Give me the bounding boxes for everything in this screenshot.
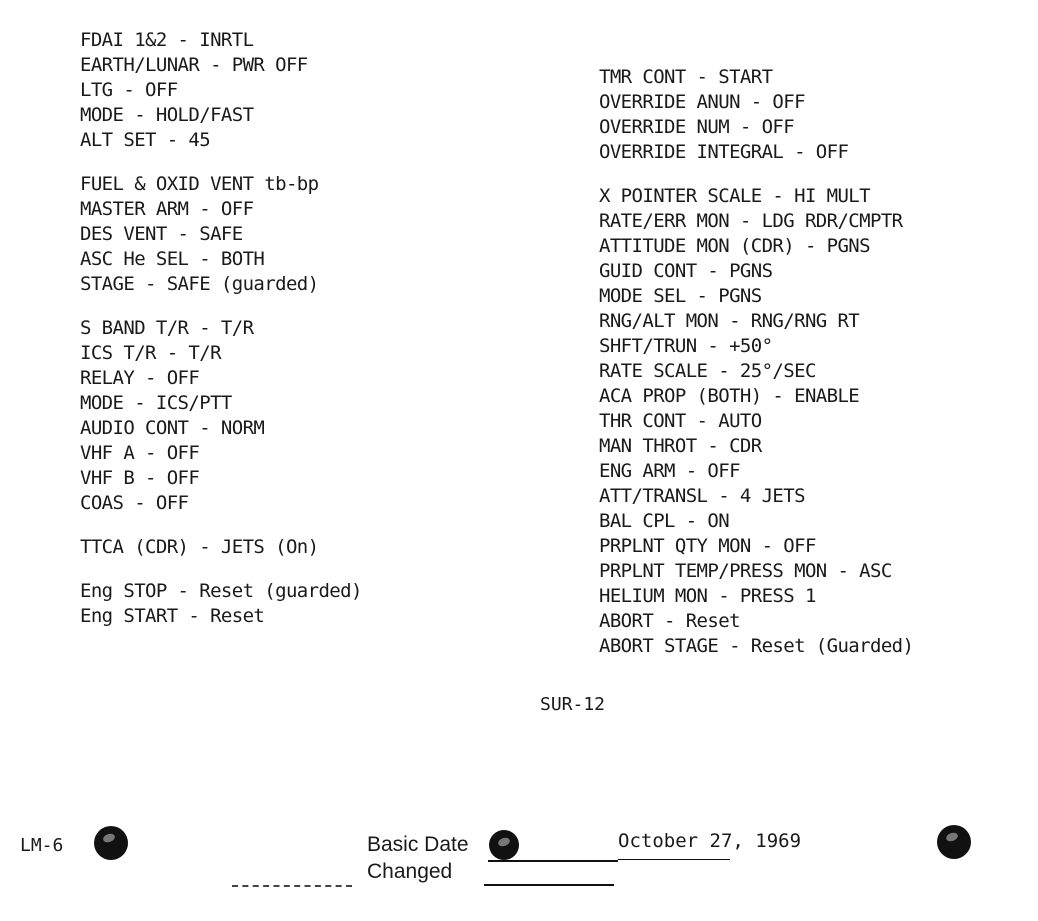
checklist-item: OVERRIDE ANUN - OFF: [599, 91, 805, 113]
checklist-item: AUDIO CONT - NORM: [80, 417, 265, 439]
checklist-item: OVERRIDE INTEGRAL - OFF: [599, 141, 849, 163]
checklist-item: ICS T/R - T/R: [80, 342, 221, 364]
checklist-item: THR CONT - AUTO: [599, 410, 762, 432]
vehicle-id: LM-6: [20, 835, 64, 856]
checklist-item: MODE - ICS/PTT: [80, 392, 232, 414]
checklist-item: MODE SEL - PGNS: [599, 285, 762, 307]
checklist-item: SHFT/TRUN - +50°: [599, 335, 773, 357]
checklist-item: MASTER ARM - OFF: [80, 198, 254, 220]
checklist-item: TMR CONT - START: [599, 66, 773, 88]
checklist-item: BAL CPL - ON: [599, 510, 730, 532]
checklist-item: ALT SET - 45: [80, 129, 211, 151]
checklist-item: VHF A - OFF: [80, 442, 200, 464]
checklist-item: LTG - OFF: [80, 79, 178, 101]
basic-date-label: Basic Date: [367, 833, 469, 856]
checklist-item: Eng STOP - Reset (guarded): [80, 580, 362, 602]
checklist-item: DES VENT - SAFE: [80, 223, 243, 245]
checklist-item: OVERRIDE NUM - OFF: [599, 116, 795, 138]
checklist-item: X POINTER SCALE - HI MULT: [599, 185, 870, 207]
checklist-item: ATT/TRANSL - 4 JETS: [599, 485, 805, 507]
checklist-item: RATE/ERR MON - LDG RDR/CMPTR: [599, 210, 903, 232]
checklist-item: PRPLNT TEMP/PRESS MON - ASC: [599, 560, 892, 582]
changed-label: Changed: [367, 860, 453, 883]
checklist-item: Eng START - Reset: [80, 605, 265, 627]
basic-date-value-underline: [618, 859, 730, 860]
checklist-item: PRPLNT QTY MON - OFF: [599, 535, 816, 557]
changed-underline: [484, 884, 614, 886]
checklist-item: VHF B - OFF: [80, 467, 200, 489]
checklist-item: ABORT STAGE - Reset (Guarded): [599, 635, 914, 657]
right-checklist-column: [599, 65, 913, 659]
page-number: SUR-12: [540, 694, 606, 715]
nasa-seal-icon: [937, 825, 971, 859]
nasa-seal-icon: [94, 826, 128, 860]
left-checklist-column: [80, 28, 362, 629]
checklist-item: FUEL & OXID VENT tb-bp: [80, 173, 319, 195]
nasa-seal-icon: [489, 830, 519, 860]
basic-date-underline: [488, 860, 618, 862]
checklist-item: ASC He SEL - BOTH: [80, 248, 265, 270]
basic-date-value: October 27, 1969: [618, 830, 802, 852]
checklist-item: ABORT - Reset: [599, 610, 740, 632]
checklist-item: ATTITUDE MON (CDR) - PGNS: [599, 235, 870, 257]
divider: [232, 885, 352, 887]
checklist-item: COAS - OFF: [80, 492, 189, 514]
checklist-item: MAN THROT - CDR: [599, 435, 762, 457]
checklist-item: GUID CONT - PGNS: [599, 260, 773, 282]
checklist-item: RATE SCALE - 25°/SEC: [599, 360, 816, 382]
checklist-item: STAGE - SAFE (guarded): [80, 273, 319, 295]
checklist-item: S BAND T/R - T/R: [80, 317, 254, 339]
checklist-item: RNG/ALT MON - RNG/RNG RT: [599, 310, 860, 332]
checklist-item: HELIUM MON - PRESS 1: [599, 585, 816, 607]
checklist-item: TTCA (CDR) - JETS (On): [80, 536, 319, 558]
checklist-item: FDAI 1&2 - INRTL: [80, 29, 254, 51]
checklist-item: RELAY - OFF: [80, 367, 200, 389]
checklist-item: ENG ARM - OFF: [599, 460, 740, 482]
checklist-item: EARTH/LUNAR - PWR OFF: [80, 54, 308, 76]
checklist-item: ACA PROP (BOTH) - ENABLE: [599, 385, 860, 407]
checklist-item: MODE - HOLD/FAST: [80, 104, 254, 126]
